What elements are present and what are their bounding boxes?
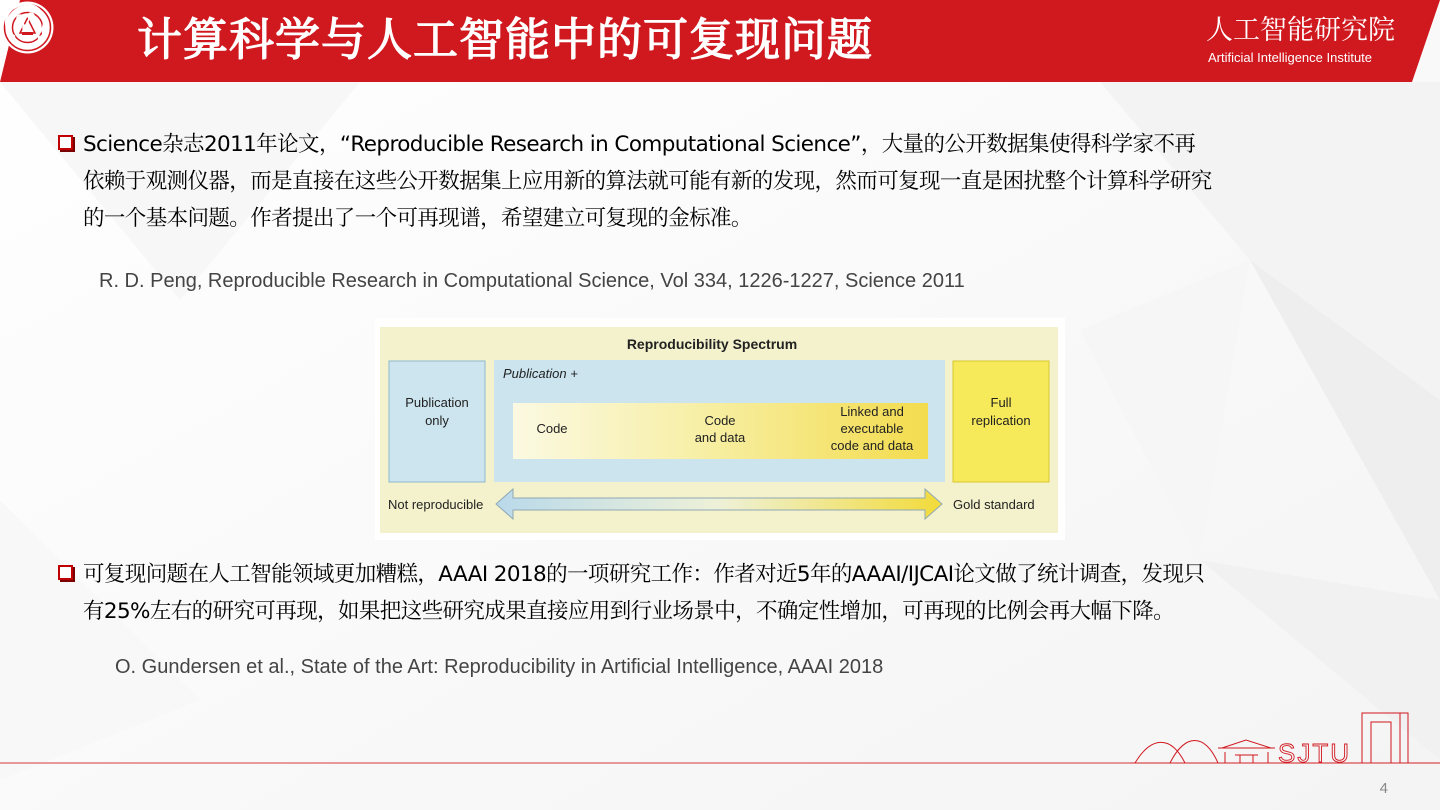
full-replication-label: Full (990, 395, 1012, 410)
bullet-line: 可复现问题在人工智能领域更加糟糕，AAAI 2018的一项研究工作：作者对近5年的AAAI/IJCAI论文做了统计调查，发现只 (83, 562, 1205, 587)
reference-citation: R. D. Peng, Reproducible Research in Computational Science, Vol 334, 1226-1227, Science 2011 (99, 270, 965, 292)
code-and-data-label: Code (704, 413, 736, 428)
header-bar (0, 0, 1440, 82)
not-reproducible-label: Not reproducible (388, 497, 484, 512)
square-bullet-icon (58, 565, 73, 580)
reproducibility-spectrum-figure (375, 318, 1065, 540)
publication-only-label: only (425, 413, 449, 428)
publication-only-label: Publication (405, 395, 469, 410)
bullet-line: 有25%左右的研究可再现，如果把这些研究成果直接应用到行业场景中，不确定性增加，可再现的比例会再大幅下降。 (83, 599, 1174, 624)
linked-executable-label: executable (840, 421, 904, 436)
institute-name-en: Artificial Intelligence Institute (1208, 50, 1373, 65)
linked-executable-label: Linked and (840, 404, 904, 419)
code-and-data-label: and data (694, 430, 746, 445)
full-replication-label: replication (971, 413, 1031, 428)
figure-title: Reproducibility Spectrum (626, 336, 798, 352)
page-title: 计算科学与人工智能中的可复现问题 (137, 13, 874, 66)
publication-plus-label: Publication + (503, 366, 578, 381)
reference-citation: O. Gundersen et al., State of the Art: Reproducibility in Artificial Intelligence, AAAI 2018 (115, 656, 884, 678)
page-number: 4 (1379, 780, 1388, 797)
sjtu-gate-logo (1130, 708, 1440, 768)
gold-standard-label: Gold standard (953, 497, 1035, 512)
institute-name-cn: 人工智能研究院 (1206, 15, 1395, 46)
bullet-line: 的一个基本问题。作者提出了一个可再现谱，希望建立可复现的金标准。 (83, 206, 752, 231)
code-label: Code (536, 421, 568, 436)
linked-executable-label: code and data (830, 438, 914, 453)
bullet-line: Science杂志2011年论文，“Reproducible Research in Computational Science”，大量的公开数据集使得科学家不再 (83, 132, 1196, 157)
sjtu-logo-text: SJTU (1278, 738, 1351, 768)
bullet-line: 依赖于观测仪器，而是直接在这些公开数据集上应用新的算法就可能有新的发现，然而可复现一直是困扰整个计算科学研究 (83, 169, 1212, 194)
brain-head-icon (0, 0, 52, 52)
square-bullet-icon (58, 135, 73, 150)
